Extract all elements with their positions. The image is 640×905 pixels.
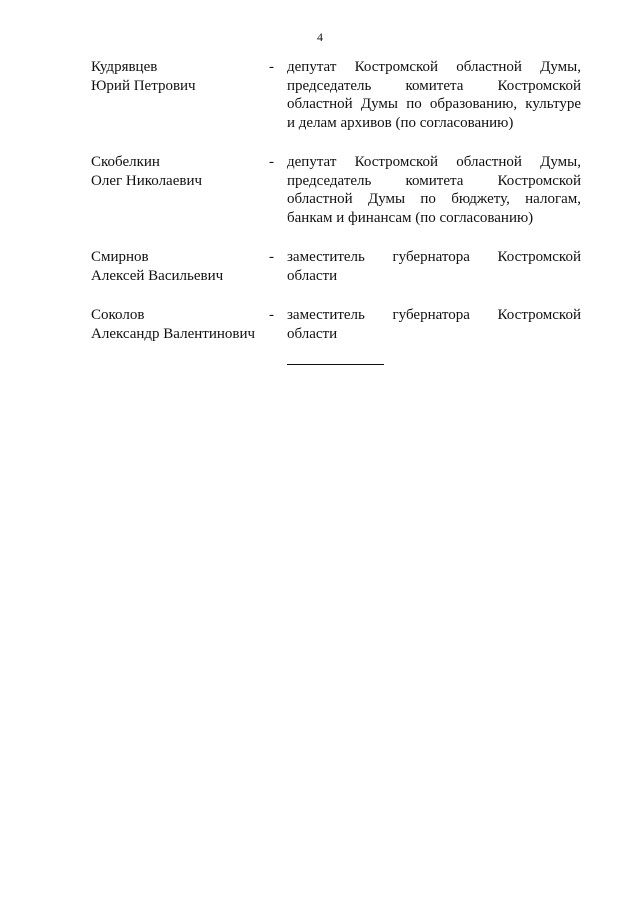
member-surname: Соколов: [91, 307, 145, 323]
member-dash: -: [269, 307, 274, 323]
member-role-line: областной Думы по бюджету, налогам,: [287, 191, 581, 207]
member-role-line: области: [287, 267, 338, 284]
member-name: [91, 153, 266, 190]
member-role-line: заместитель губернатора Костромской: [287, 307, 581, 323]
member-given-names: Юрий Петрович: [91, 77, 196, 94]
member-surname: Смирнов: [91, 249, 149, 265]
member-name: [91, 58, 266, 95]
member-role-line: области: [287, 325, 338, 342]
members-list: [91, 58, 581, 364]
member-given-names: Александр Валентинович: [91, 325, 256, 342]
member-role-line: областной Думы по образованию, культуре: [287, 96, 581, 112]
member-entry: [91, 306, 581, 343]
member-name: [91, 248, 266, 285]
member-name: [91, 306, 266, 343]
member-dash: -: [269, 154, 274, 170]
member-role-line: и делам архивов (по согласованию): [287, 114, 514, 131]
member-entry: [91, 58, 581, 132]
member-dash: -: [269, 249, 274, 265]
member-given-names: Олег Николаевич: [91, 172, 203, 189]
member-role-line: депутат Костромской областной Думы,: [287, 154, 581, 170]
member-entry: [91, 153, 581, 227]
member-role: [287, 58, 581, 132]
member-role: [287, 153, 581, 227]
member-surname: Скобелкин: [91, 154, 160, 170]
page-number: 4: [317, 30, 323, 44]
member-role: [287, 306, 581, 343]
member-role-line: председатель комитета Костромской: [287, 77, 581, 94]
member-surname: Кудрявцев: [91, 59, 158, 75]
member-role-line: председатель комитета Костромской: [287, 172, 581, 189]
member-dash: -: [269, 59, 274, 75]
member-given-names: Алексей Васильевич: [91, 267, 224, 284]
member-role-line: банкам и финансам (по согласованию): [287, 209, 534, 226]
member-role: [287, 248, 581, 285]
member-entry: [91, 248, 581, 285]
member-role-line: депутат Костромской областной Думы,: [287, 59, 581, 75]
end-of-list-rule: [287, 364, 384, 365]
member-role-line: заместитель губернатора Костромской: [287, 249, 581, 265]
